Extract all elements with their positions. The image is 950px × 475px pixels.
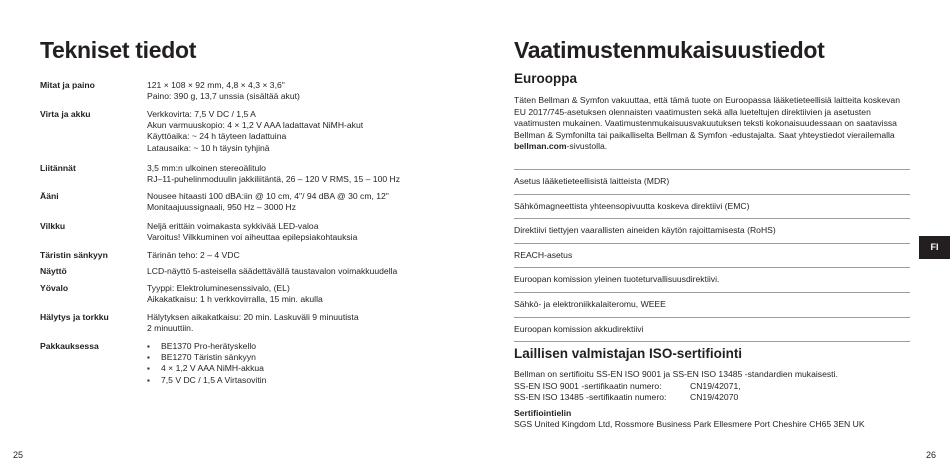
spec-line: Aikakatkaisu: 1 h verkkovirralla, 15 min. akulla	[147, 294, 323, 305]
iso-intro: Bellman on sertifioitu SS-EN ISO 9001 ja SS-EN ISO 13485 -standardien mukaisesti.	[514, 369, 838, 379]
package-item: ▪ 4 × 1,2 V AAA NiMH-akkua	[147, 363, 467, 374]
spec-line: Tyyppi: Elektroluminesenssivalo, (EL)	[147, 283, 290, 293]
package-item: ▪ 7,5 V DC / 1,5 A Virtasovitin	[147, 375, 467, 386]
spec-value	[147, 341, 467, 386]
spec-line: Latausaika: ~ 10 h täysin tyhjinä	[147, 142, 270, 153]
page-title: Tekniset tiedot	[40, 37, 197, 63]
package-contents-list	[147, 341, 467, 386]
spec-label: Mitat ja paino	[40, 80, 95, 90]
spec-line: Paino: 390 g, 13,7 unssia (sisältää akut)	[147, 91, 300, 102]
spec-value	[147, 250, 467, 261]
spec-line: 2 minuuttiin.	[147, 323, 194, 334]
spec-line: Hälytyksen aikakatkaisu: 20 min. Laskuväli 9 minuutista	[147, 312, 359, 322]
directive-item: REACH-asetus	[514, 243, 910, 268]
spec-value	[147, 266, 467, 277]
spec-value	[147, 163, 467, 185]
spec-line: Akun varmuuskopio: 4 × 1,2 V AAA ladattavat NiMH-akut	[147, 120, 364, 131]
spec-label: Hälytys ja torkku	[40, 312, 109, 322]
directive-item: Sähkö- ja elektroniikkalaiteromu, WEEE	[514, 292, 910, 317]
spec-line: LCD-näyttö 5-asteisella säädettävällä taustavalon voimakkuudella	[147, 266, 398, 276]
intro-paragraph	[514, 95, 914, 153]
iso-row	[514, 381, 865, 393]
iso-key: SS-EN ISO 9001 -sertifikaatin numero:	[514, 380, 662, 391]
page-number: 26	[925, 450, 936, 460]
directive-list	[514, 169, 910, 342]
language-tab: FI	[919, 236, 950, 259]
spec-label: Virta ja akku	[40, 109, 91, 119]
page-number: 25	[13, 450, 24, 460]
iso-row	[514, 392, 865, 404]
directive-item: Euroopan komission akkudirektiivi	[514, 317, 910, 343]
spec-label: Pakkauksessa	[40, 341, 99, 351]
section-title-europe: Eurooppa	[514, 71, 577, 86]
page-title: Vaatimustenmukaisuustiedot	[514, 37, 825, 63]
website-link[interactable]: bellman.com	[514, 141, 567, 152]
spec-label: Liitännät	[40, 163, 76, 173]
spec-line: RJ–11-puhelinmoduulin jakkiliitäntä, 26 – 120 V RMS, 15 – 100 Hz	[147, 174, 401, 185]
spec-line: Nousee hitaasti 100 dBA:iin @ 10 cm, 4"/ 94 dBA @ 30 cm, 12"	[147, 191, 389, 201]
spec-label: Yövalo	[40, 283, 69, 293]
spec-line: Käyttöaika: ~ 24 h täyteen ladattuina	[147, 131, 287, 142]
section-title-iso: Laillisen valmistajan ISO-sertifiointi	[514, 346, 743, 361]
intro-suffix: -sivustolla.	[566, 141, 608, 152]
spec-value	[147, 221, 467, 243]
spec-line: Tärinän teho: 2 – 4 VDC	[147, 250, 240, 260]
spec-value	[147, 312, 467, 334]
directive-item: Sähkömagneettista yhteensopivuutta koskeva direktiivi (EMC)	[514, 194, 910, 219]
spec-value	[147, 283, 467, 305]
spec-label: Näyttö	[40, 266, 67, 276]
spec-line: 121 × 108 × 92 mm, 4,8 × 4,3 × 3,6"	[147, 80, 285, 90]
spec-line: Varoitus! Vilkkuminen voi aiheuttaa epilepsiakohtauksia	[147, 232, 358, 243]
package-item: ▪ BE1270 Täristin sänkyyn	[147, 352, 467, 363]
package-item: ▪ BE1370 Pro-herätyskello	[147, 341, 467, 352]
certifier-label: Sertifiointielin	[514, 407, 572, 418]
spec-line: Verkkovirta: 7,5 V DC / 1,5 A	[147, 109, 256, 119]
spec-label: Vilkku	[40, 221, 66, 231]
spec-value	[147, 191, 467, 213]
directive-item: Euroopan komission yleinen tuoteturvallisuusdirektiivi.	[514, 267, 910, 292]
spec-line: Monitaajuussignaali, 950 Hz – 3000 Hz	[147, 202, 297, 213]
right-page	[475, 0, 950, 475]
intro-text: Täten Bellman & Symfon vakuuttaa, että tämä tuote on Euroopassa lääketieteellisiä laitteita koskevan EU 2017/745-asetuksen olennaisten vaatimusten sekä alla lueteltujen direktiivien ja asetusten vaatimusten mukainen. Vaatimustenmukaisuusvakuutuksen teksti kokonaisuudessaan on saatavissa Bellman & Symfonilta tai paikalliselta Bellman & Symfon -edustajalta. Saat yhteystiedot vierailemalla	[514, 95, 900, 140]
certifier-text: SGS United Kingdom Ltd, Rossmore Business Park Ellesmere Port Cheshire CH65 3EN UK	[514, 419, 865, 430]
iso-value: CN19/42070	[690, 392, 739, 403]
iso-value: CN19/42071,	[690, 380, 741, 391]
iso-key: SS-EN ISO 13485 -sertifikaatin numero:	[514, 392, 667, 403]
directive-item: Direktiivi tiettyjen vaarallisten aineiden käytön rajoittamisesta (RoHS)	[514, 218, 910, 243]
spec-value	[147, 80, 467, 102]
iso-block	[514, 369, 865, 431]
directive-item: Asetus lääketieteellisistä laitteista (MDR)	[514, 169, 910, 194]
spec-label: Täristin sänkyyn	[40, 250, 108, 260]
spec-label: Ääni	[40, 191, 59, 201]
spec-value	[147, 109, 467, 154]
spec-line: Neljä erittäin voimakasta sykkivää LED-valoa	[147, 221, 319, 231]
spec-line: 3,5 mm:n ulkoinen stereoälitulo	[147, 163, 266, 173]
